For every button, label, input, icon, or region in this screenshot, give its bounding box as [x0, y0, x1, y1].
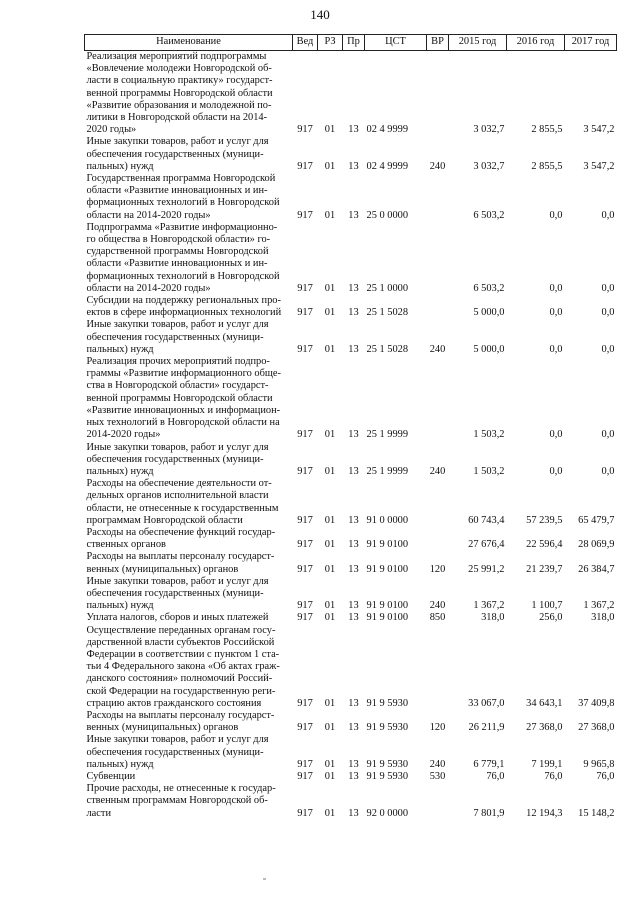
header-cst: ЦСТ: [365, 35, 427, 51]
table-row: [85, 136, 617, 173]
cell-rz: 01: [324, 770, 336, 782]
cell-name: Расходы на обеспечение деятельности от- дельных органов исполнительной власти области, не отнесенные к государственным программам Новгородской области: [86, 478, 279, 526]
cell-name: Субвенции: [86, 770, 136, 782]
cell-ved: 917: [297, 600, 313, 612]
cell-2017: 0,0: [601, 307, 615, 319]
table-row: [85, 295, 617, 319]
cell-2017: 318,0: [591, 612, 615, 624]
table-row: [85, 478, 617, 527]
cell-pr: 13: [348, 514, 359, 526]
header-ved: Вед: [293, 35, 318, 51]
table-row: [85, 319, 617, 356]
cell-pr: 13: [348, 429, 359, 441]
cell-name: Иные закупки товаров, работ и услуг для обеспечения государственных (муници- пальных) нужд: [86, 575, 269, 612]
cell-rz: 01: [324, 429, 336, 441]
budget-table: [84, 34, 617, 820]
cell-cst: 91 9 0100: [366, 563, 409, 575]
cell-cst: 92 0 0000: [366, 807, 409, 819]
table-row: [85, 734, 617, 771]
cell-name: Реализация мероприятий подпрограммы «Вовлечение молодежи Новгородской об- ласти в социальную практику» государст- венной программы Новгородской области «Развитие образования и молодежной по- литики в Новгородской области на 2014- 2020 годы»: [86, 51, 273, 136]
table-header-row: [85, 35, 617, 51]
cell-2017: 26 384,7: [578, 563, 615, 575]
cell-2017: 0,0: [601, 282, 615, 294]
table-row: [85, 625, 617, 710]
cell-vr: [427, 783, 449, 820]
cell-ved: 917: [297, 124, 313, 136]
cell-2016: 34 643,1: [526, 697, 563, 709]
cell-name: Реализация прочих мероприятий подпро- граммы «Развитие информационного обще- ства в Новгородской области» государст- венной программы Новгородской области «Развитие инновационных и информацион- ных технологий в Новгородской области на 2014-2020 годы»: [86, 356, 281, 441]
cell-2015: 5 000,0: [473, 343, 505, 355]
cell-2017: 27 368,0: [578, 722, 615, 734]
cell-2017: 15 148,2: [578, 807, 615, 819]
cell-2016: 256,0: [539, 612, 563, 624]
cell-pr: 13: [348, 209, 359, 221]
cell-2015: 26 211,9: [468, 722, 505, 734]
cell-cst: 25 1 5028: [366, 343, 409, 355]
cell-pr: 13: [348, 307, 359, 319]
cell-rz: 01: [324, 209, 336, 221]
cell-vr: [427, 625, 449, 710]
cell-name: Подпрограмма «Развитие информационно- го общества в Новгородской области» го- сударственной программы Новгородской области «Развитие инновационных и ин- формационных технологий в Новгородской области на 2014-2020 годы»: [86, 221, 280, 294]
cell-pr: 13: [348, 697, 359, 709]
header-2017: 2017 год: [565, 35, 617, 51]
table-body: [85, 51, 617, 820]
cell-2017: 0,0: [601, 429, 615, 441]
table-row: [85, 442, 617, 479]
header-vr: ВР: [427, 35, 449, 51]
cell-vr: [427, 173, 449, 222]
table-row: [85, 173, 617, 222]
cell-vr: [427, 51, 449, 137]
table-row: [85, 771, 617, 783]
cell-vr: 530: [429, 770, 446, 782]
cell-2015: 5 000,0: [473, 307, 505, 319]
cell-2016: 27 368,0: [526, 722, 563, 734]
cell-name: Расходы на обеспечение функций государ- ственных органов: [86, 526, 276, 551]
cell-2016: 21 239,7: [526, 563, 563, 575]
cell-2015: 25 991,2: [468, 563, 505, 575]
cell-rz: 01: [324, 722, 336, 734]
cell-2016: 7 199,1: [531, 758, 563, 770]
cell-2016: 2 855,5: [531, 124, 563, 136]
cell-pr: 13: [348, 612, 359, 624]
cell-ved: 917: [297, 612, 313, 624]
cell-2015: 1 503,2: [473, 465, 505, 477]
cell-2017: 3 547,2: [583, 160, 615, 172]
cell-ved: 917: [297, 209, 313, 221]
cell-rz: 01: [324, 539, 336, 551]
cell-name: Иные закупки товаров, работ и услуг для обеспечения государственных (муници- пальных) нужд: [86, 136, 269, 172]
cell-2015: 6 503,2: [473, 209, 505, 221]
header-2016: 2016 год: [507, 35, 565, 51]
cell-pr: 13: [348, 758, 359, 770]
cell-rz: 01: [324, 807, 336, 819]
table-row: [85, 612, 617, 624]
cell-2016: 0,0: [549, 465, 563, 477]
cell-cst: 25 1 0000: [366, 282, 409, 294]
cell-cst: 91 9 5930: [366, 722, 409, 734]
cell-pr: 13: [348, 563, 359, 575]
cell-cst: 02 4 9999: [366, 124, 409, 136]
cell-rz: 01: [324, 124, 336, 136]
cell-2017: 65 479,7: [578, 514, 615, 526]
header-pr: Пр: [343, 35, 365, 51]
cell-vr: 240: [429, 160, 446, 172]
cell-ved: 917: [297, 770, 313, 782]
cell-cst: 91 9 0100: [366, 600, 409, 612]
cell-2017: 0,0: [601, 209, 615, 221]
cell-vr: [427, 356, 449, 441]
cell-vr: 120: [429, 563, 446, 575]
cell-rz: 01: [324, 563, 336, 575]
page-number: 140: [310, 7, 330, 22]
cell-rz: 01: [324, 697, 336, 709]
cell-vr: [427, 295, 449, 319]
cell-name: Осуществление переданных органам госу- дарственной власти субъектов Российской Федерации в соответствии с пунктом 1 ста- тьи 4 Федерального закона «Об актах граж- данского состояния» полномочий Россий- ской Федерации на государственную реги- страцию актов гражданского состояния: [86, 624, 280, 709]
cell-2017: 0,0: [601, 465, 615, 477]
cell-2016: 12 194,3: [526, 807, 563, 819]
cell-pr: 13: [348, 722, 359, 734]
cell-2016: 1 100,7: [531, 600, 563, 612]
cell-name: Расходы на выплаты персоналу государст- венных (муниципальных) органов: [86, 709, 275, 734]
cell-name: Субсидии на поддержку региональных про- ектов в сфере информационных технологий: [86, 295, 282, 319]
table-row: [85, 356, 617, 441]
cell-2015: 318,0: [481, 612, 505, 624]
cell-ved: 917: [297, 307, 313, 319]
cell-2016: 76,0: [544, 770, 563, 782]
cell-2017: 0,0: [601, 343, 615, 355]
cell-pr: 13: [348, 600, 359, 612]
table-row: [85, 576, 617, 613]
cell-2016: 0,0: [549, 209, 563, 221]
header-rz: РЗ: [318, 35, 343, 51]
cell-ved: 917: [297, 722, 313, 734]
cell-2017: 28 069,9: [578, 539, 615, 551]
table-row: [85, 51, 617, 137]
table-row: [85, 783, 617, 820]
cell-name: Прочие расходы, не отнесенные к государ- ственным программам Новгородской об- ласти: [86, 783, 276, 819]
cell-2015: 3 032,7: [473, 124, 505, 136]
cell-pr: 13: [348, 343, 359, 355]
cell-cst: 91 9 0100: [366, 612, 409, 624]
cell-rz: 01: [324, 307, 336, 319]
cell-2015: 1 503,2: [473, 429, 505, 441]
cell-2016: 0,0: [549, 307, 563, 319]
cell-pr: 13: [348, 770, 359, 782]
cell-2015: 60 743,4: [468, 514, 505, 526]
cell-pr: 13: [348, 539, 359, 551]
cell-rz: 01: [324, 600, 336, 612]
cell-cst: 25 1 9999: [366, 465, 409, 477]
cell-2015: 3 032,7: [473, 160, 505, 172]
cell-cst: 91 0 0000: [366, 514, 409, 526]
cell-cst: 91 9 0100: [366, 539, 409, 551]
cell-rz: 01: [324, 612, 336, 624]
cell-rz: 01: [324, 160, 336, 172]
cell-2015: 1 367,2: [473, 600, 505, 612]
cell-cst: 91 9 5930: [366, 697, 409, 709]
cell-cst: 91 9 5930: [366, 758, 409, 770]
cell-rz: 01: [324, 465, 336, 477]
cell-pr: 13: [348, 160, 359, 172]
cell-2017: 76,0: [596, 770, 615, 782]
cell-vr: [427, 527, 449, 551]
cell-vr: 120: [429, 722, 446, 734]
cell-2016: 0,0: [549, 282, 563, 294]
cell-vr: [427, 222, 449, 295]
cell-rz: 01: [324, 758, 336, 770]
cell-name: Иные закупки товаров, работ и услуг для обеспечения государственных (муници- пальных) нужд: [86, 319, 269, 355]
cell-2015: 7 801,9: [473, 807, 505, 819]
cell-ved: 917: [297, 160, 313, 172]
cell-vr: [427, 478, 449, 527]
cell-ved: 917: [297, 539, 313, 551]
cell-2015: 6 779,1: [473, 758, 505, 770]
cell-ved: 917: [297, 807, 313, 819]
cell-cst: 02 4 9999: [366, 160, 409, 172]
cell-ved: 917: [297, 514, 313, 526]
cell-cst: 91 9 5930: [366, 770, 409, 782]
header-name: Наименование: [85, 35, 293, 51]
table-row: [85, 710, 617, 734]
cell-name: Иные закупки товаров, работ и услуг для обеспечения государственных (муници- пальных) нужд: [86, 441, 269, 477]
cell-2016: 57 239,5: [526, 514, 563, 526]
cell-name: Расходы на выплаты персоналу государст- венных (муниципальных) органов: [86, 551, 275, 575]
cell-pr: 13: [348, 124, 359, 136]
cell-ved: 917: [297, 282, 313, 294]
cell-2017: 1 367,2: [583, 600, 615, 612]
cell-2015: 6 503,2: [473, 282, 505, 294]
cell-vr: 240: [429, 465, 446, 477]
cell-pr: 13: [348, 465, 359, 477]
cell-2015: 76,0: [486, 770, 505, 782]
scan-artifact: [263, 878, 266, 880]
cell-cst: 25 1 5028: [366, 307, 409, 319]
cell-ved: 917: [297, 758, 313, 770]
cell-rz: 01: [324, 514, 336, 526]
cell-pr: 13: [348, 807, 359, 819]
cell-2016: 22 596,4: [526, 539, 563, 551]
table-row: [85, 551, 617, 575]
cell-ved: 917: [297, 465, 313, 477]
cell-ved: 917: [297, 697, 313, 709]
cell-ved: 917: [297, 429, 313, 441]
cell-name: Государственная программа Новгородской области «Развитие инновационных и ин- формационных технологий в Новгородской области на 2014-2020 годы»: [86, 173, 280, 221]
cell-vr: 240: [429, 758, 446, 770]
cell-rz: 01: [324, 282, 336, 294]
cell-ved: 917: [297, 563, 313, 575]
table-row: [85, 222, 617, 295]
cell-2017: 37 409,8: [578, 697, 615, 709]
cell-cst: 25 1 9999: [366, 429, 409, 441]
cell-2016: 0,0: [549, 343, 563, 355]
cell-2015: 33 067,0: [468, 697, 505, 709]
cell-name: Уплата налогов, сборов и иных платежей: [86, 612, 269, 624]
cell-2015: 27 676,4: [468, 539, 505, 551]
header-2015: 2015 год: [449, 35, 507, 51]
table-row: [85, 527, 617, 551]
cell-ved: 917: [297, 343, 313, 355]
cell-name: Иные закупки товаров, работ и услуг для обеспечения государственных (муници- пальных) нужд: [86, 734, 269, 770]
cell-pr: 13: [348, 282, 359, 294]
cell-cst: 25 0 0000: [366, 209, 409, 221]
cell-vr: 850: [429, 612, 446, 624]
cell-vr: 240: [429, 343, 446, 355]
cell-vr: 240: [429, 600, 446, 612]
cell-rz: 01: [324, 343, 336, 355]
cell-2016: 2 855,5: [531, 160, 563, 172]
cell-2016: 0,0: [549, 429, 563, 441]
cell-2017: 9 965,8: [583, 758, 615, 770]
cell-2017: 3 547,2: [583, 124, 615, 136]
